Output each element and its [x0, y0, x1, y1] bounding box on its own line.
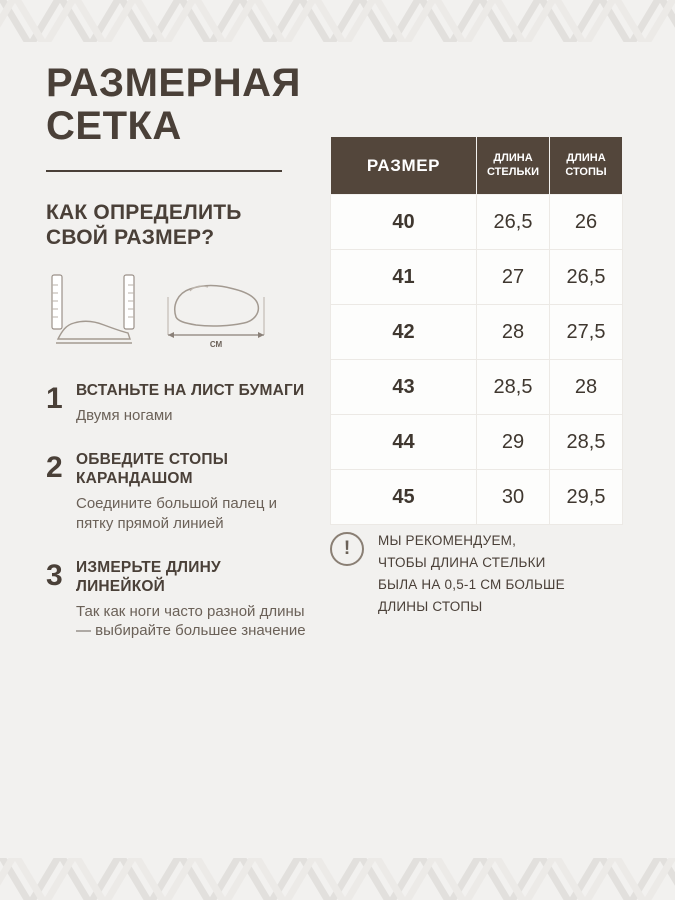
step-heading: ВСТАНЬТЕ НА ЛИСТ БУМАГИ [76, 381, 305, 399]
note-line: ЧТОБЫ ДЛИНА СТЕЛЬКИ [378, 554, 546, 570]
table-row [331, 415, 623, 470]
title-divider [46, 170, 282, 172]
chevron-band-top [0, 0, 675, 42]
exclamation-icon: ! [330, 532, 364, 566]
note-line: БЫЛА НА 0,5-1 СМ БОЛЬШЕ [378, 576, 565, 592]
step-number: 3 [46, 559, 63, 593]
left-column [46, 62, 306, 667]
cell-foot: 26 [550, 195, 623, 250]
table-header-row [331, 137, 623, 195]
step-heading: ИЗМЕРЬТЕ ДЛИНУ ЛИНЕЙКОЙ [76, 559, 221, 595]
table-row [331, 470, 623, 525]
cell-size: 43 [331, 360, 477, 415]
chevron-band-bottom [0, 858, 675, 900]
cell-insole: 27 [477, 250, 550, 305]
size-table [330, 136, 623, 525]
cell-foot: 27,5 [550, 305, 623, 360]
note-line: ДЛИНЫ СТОПЫ [378, 598, 483, 614]
recommendation-note [330, 530, 630, 617]
table-row [331, 360, 623, 415]
note-line: МЫ РЕКОМЕНДУЕМ, [378, 533, 517, 548]
step-number: 1 [46, 381, 63, 415]
table-header-insole-length: ДЛИНА СТЕЛЬКИ [477, 137, 550, 195]
step-number: 2 [46, 451, 63, 485]
step-description: Соедините большой палец и пятку прямой линией [76, 495, 277, 532]
cell-foot: 29,5 [550, 470, 623, 525]
table-header-size: РАЗМЕР [331, 137, 477, 195]
foot-side-diagram [46, 273, 142, 356]
step-item-1 [46, 382, 306, 425]
cell-foot: 26,5 [550, 250, 623, 305]
cell-insole: 26,5 [477, 195, 550, 250]
step-item-2 [46, 451, 306, 533]
table-row [331, 250, 623, 305]
table-header-foot-length: ДЛИНА СТОПЫ [550, 137, 623, 195]
cell-size: 41 [331, 250, 477, 305]
cell-foot: 28 [550, 360, 623, 415]
cell-insole: 28,5 [477, 360, 550, 415]
step-description: Так как ноги часто разной длины — выбирайте большее значение [76, 602, 306, 640]
recommendation-text [378, 530, 565, 617]
table-row [331, 195, 623, 250]
section-subtitle: КАК ОПРЕДЕЛИТЬ СВОЙ РАЗМЕР? [46, 200, 242, 250]
step-item-3 [46, 559, 306, 641]
foot-top-diagram [160, 273, 272, 356]
steps-list [46, 382, 306, 641]
cell-insole: 29 [477, 415, 550, 470]
page-title: РАЗМЕРНАЯ СЕТКА [46, 61, 301, 148]
table-row [331, 305, 623, 360]
step-description: Двумя ногами [76, 406, 173, 424]
cell-size: 45 [331, 470, 477, 525]
size-table-wrapper [330, 136, 622, 525]
cell-foot: 28,5 [550, 415, 623, 470]
cell-size: 44 [331, 415, 477, 470]
cell-insole: 30 [477, 470, 550, 525]
measurement-diagrams [46, 273, 306, 356]
diagram-unit-label: СМ [209, 339, 223, 349]
cell-insole: 28 [477, 305, 550, 360]
cell-size: 40 [331, 195, 477, 250]
cell-size: 42 [331, 305, 477, 360]
step-heading: ОБВЕДИТЕ СТОПЫ КАРАНДАШОМ [76, 451, 229, 488]
